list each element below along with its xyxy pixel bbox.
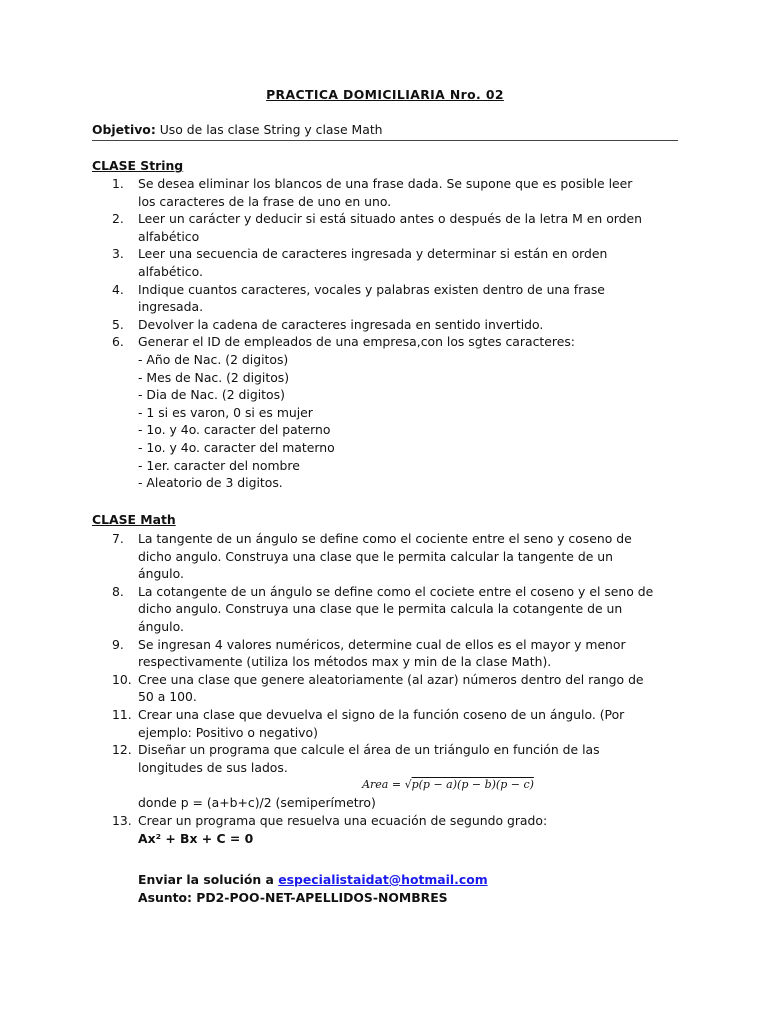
string-exercise-list [92, 175, 678, 492]
math-exercise-list [92, 530, 678, 847]
submission-line [138, 871, 488, 889]
list-item: 4. Indique cuantos caracteres, vocales y palabras existen dentro de una frase ingresada. [112, 281, 605, 315]
page-title: PRACTICA DOMICILIARIA Nro. 02 [266, 87, 504, 102]
send-label: Enviar la solución a [138, 872, 279, 887]
list-item: 8. La cotangente de un ángulo se define como el cociete entre el coseno y el seno de dicho angulo. Construya una clase que le permita calcula la cotangente de un ángulo. [112, 583, 654, 634]
list-item: 10. Cree una clase que genere aleatoriamente (al azar) números dentro del rango de 50 a 100. [112, 671, 644, 705]
list-item: 9. Se ingresan 4 valores numéricos, determine cual de ellos es el mayor y menor respectivamente (utiliza los métodos max y min de la clase Math). [112, 636, 626, 670]
objective-text: Uso de las clase String y clase Math [155, 122, 383, 137]
list-item: 5. Devolver la cadena de caracteres ingresada en sentido invertido. [112, 316, 544, 332]
quadratic-equation: Ax² + Bx + C = 0 [138, 830, 254, 846]
subject-line: Asunto: PD2-POO-NET-APELLIDOS-NOMBRES [138, 890, 448, 905]
email-link[interactable]: especialistaidat@hotmail.com [278, 872, 488, 887]
list-item: 6. Generar el ID de empleados de una empresa,con los sgtes caracteres: - Año de Nac. (2 digitos) - Mes de Nac. (2 digitos) - Dia de Nac. (2 digitos) - 1 si es varon, 0 si es mujer - 1o. y 4o. caracter del paterno - 1o. y 4o. caracter del materno - 1er. caracter del nombre - Aleatorio de 3 digitos. [112, 334, 575, 491]
list-item: 12. Diseñar un programa que calcule el área de un triángulo en función de las longitudes de sus lados. Area = √p(p − a)(p − b)(p − c) donde p = (a+b+c)/2 (semiperímetro) [92, 741, 678, 812]
objective-label: Objetivo: [92, 122, 156, 137]
section-heading-string: CLASE String [92, 158, 184, 173]
list-item: 2. Leer un carácter y deducir si está situado antes o después de la letra M en orden alfabético [112, 211, 642, 244]
section-heading-math: CLASE Math [92, 512, 176, 527]
list-item: 7. La tangente de un ángulo se define como el cociente entre el seno y coseno de dicho angulo. Construya una clase que le permita calcular la tangente de un ángulo. [112, 531, 632, 582]
list-item: 13. Crear un programa que resuelva una ecuación de segundo grado: Ax² + Bx + C = 0 [112, 812, 548, 846]
formula-note: donde p = (a+b+c)/2 (semiperímetro) [138, 795, 376, 811]
list-item: 1. Se desea eliminar los blancos de una frase dada. Se supone que es posible leer los caracteres de la frase de uno en uno. [112, 176, 633, 209]
heron-formula: Area = √p(p − a)(p − b)(p − c) [362, 778, 534, 792]
list-item: 3. Leer una secuencia de caracteres ingresada y determinar si están en orden alfabético. [112, 246, 608, 279]
objective-line [92, 121, 678, 141]
list-item: 11. Crear una clase que devuelva el signo de la función coseno de un ángulo. (Por ejemplo: Positivo o negativo) [112, 706, 625, 740]
